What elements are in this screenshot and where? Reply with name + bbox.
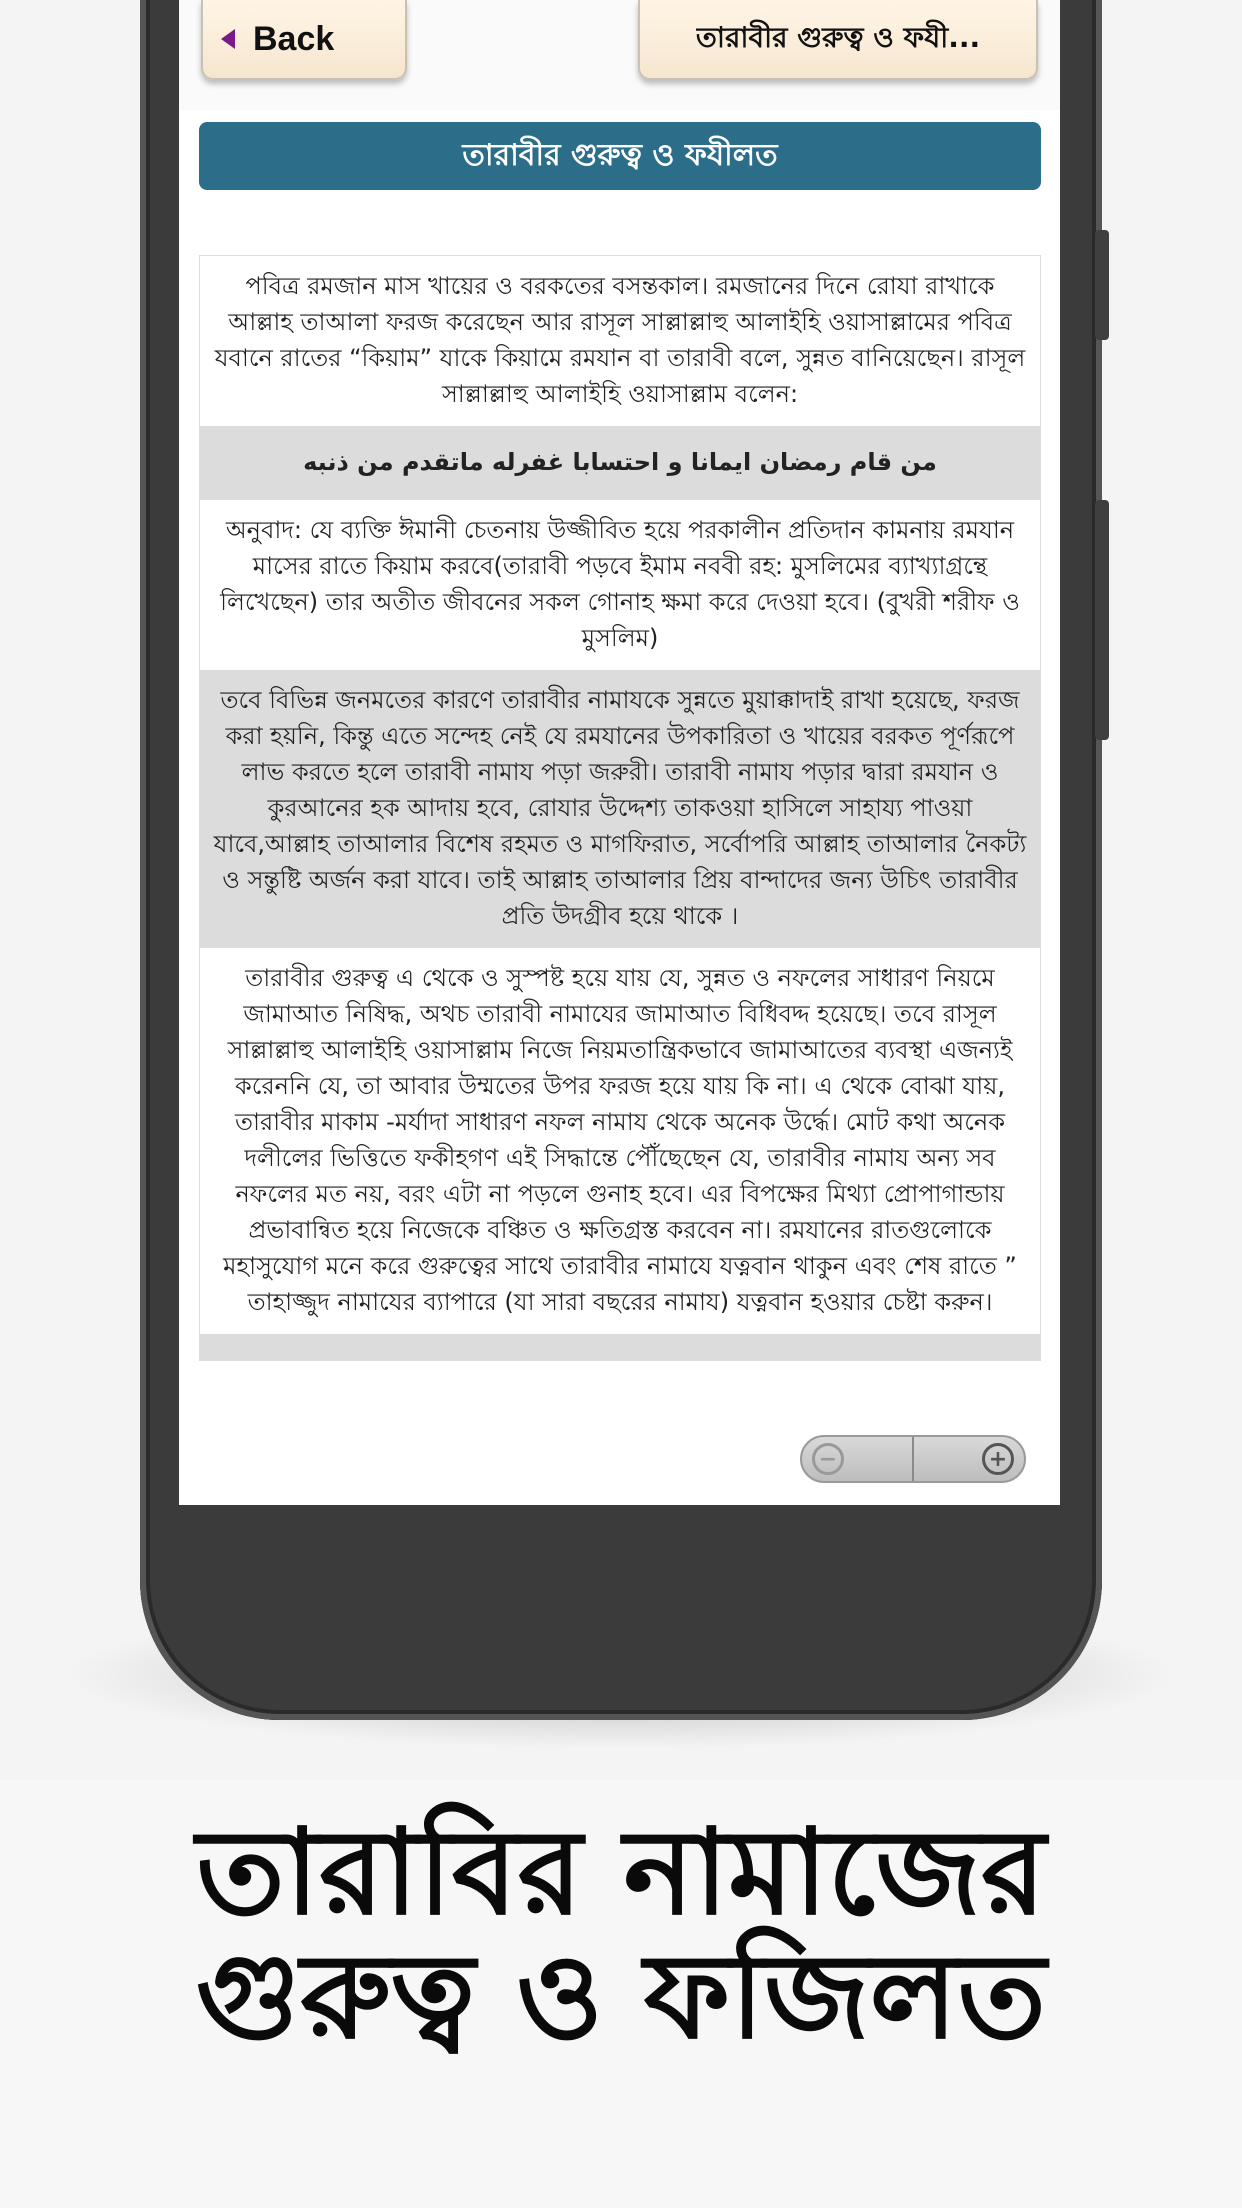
zoom-in-icon: +	[982, 1443, 1014, 1475]
arabic-hadith: من قام رمضان ايمانا و احتسابا غفرله ماتقدم من ذنبه	[200, 426, 1040, 500]
article-paragraph: তারাবীর গুরুত্ব এ থেকে ও সুস্পষ্ট হয়ে যায় যে, সুন্নত ও নফলের সাধারণ নিয়মে জামাআত নিষিদ্ধ, অথচ তারাবী নামাযের জামাআত বিধিবদ্দ হয়েছে। তবে রাসূল সাল্লাল্লাহু আলাইহি ওয়াসাল্লাম নিজে নিয়মতান্ত্রিকভাবে জামাআতের ব্যবস্থা এজন্যই করেননি যে, তা আবার উম্মতের উপর ফরজ হয়ে যায় কি না। এ থেকে বোঝা যায়, তারাবীর মাকাম -মর্যাদা সাধারণ নফল নামায থেকে অনেক উর্দ্ধে। মোট কথা অনেক দলীলের ভিত্তিতে ফকীহগণ এই সিদ্ধান্তে পৌঁছেছেন যে, তারাবীর নামায অন্য সব নফলের মত নয়, বরং এটা না পড়লে গুনাহ হবে। এর বিপক্ষের মিথ্যা প্রোপাগান্ডায় প্রভাবান্বিত হয়ে নিজেকে বঞ্চিত ও ক্ষতিগ্রস্ত করবেন না। রমযানের রাতগুলোকে মহাসুযোগ মনে করে গুরুত্বের সাথে তারাবীর নামাযে যত্নবান থাকুন এবং শেষ রাতে ” তাহাজ্জুদ নামাযের ব্যাপারে (যা সারা বছরের নামায) যত্নবান হওয়ার চেষ্টা করুন।	[223, 964, 1017, 1316]
zoom-control	[800, 1435, 1026, 1483]
article-content	[199, 255, 1041, 1361]
back-button-label: Back	[253, 19, 335, 58]
page-title: তারাবীর গুরুত্ব ও ফযীলত	[199, 122, 1041, 190]
header	[179, 0, 1060, 110]
topic-title-button-label: তারাবীর গুরুত্ব ও ফযী...	[695, 20, 981, 54]
back-button[interactable]	[201, 0, 407, 80]
topic-title-button[interactable]	[638, 0, 1038, 80]
back-arrow-icon	[221, 29, 235, 49]
zoom-out-button[interactable]	[802, 1437, 914, 1481]
promo-caption	[0, 1803, 1242, 2065]
content-footer-strip	[200, 1334, 1040, 1360]
caption-line-2: গুরুত্ব ও ফজিলত	[195, 1927, 1047, 2065]
side-button-bottom	[1095, 500, 1109, 740]
zoom-out-icon: −	[812, 1443, 844, 1475]
caption-line-1: তারাবির নামাজের	[196, 1803, 1046, 1941]
article-paragraph: পবিত্র রমজান মাস খায়ের ও বরকতের বসন্তকাল। রমজানের দিনে রোযা রাখাকে আল্লাহ তাআলা ফরজ করেছেন আর রাসূল সাল্লাল্লাহু আলাইহি ওয়াসাল্লামের পবিত্র যবানে রাতের “কিয়াম” যাকে কিয়ামে রমযান বা তারাবী বলে, সুন্নত বানিয়েছেন। রাসূল সাল্লাল্লাহু আলাইহি ওয়াসাল্লাম বলেন:	[214, 272, 1026, 408]
article-paragraph: তবে বিভিন্ন জনমতের কারণে তারাবীর নামাযকে সুন্নতে মুয়াক্কাদাই রাখা হয়েছে, ফরজ করা হয়নি, কিন্তু এতে সন্দেহ নেই যে রমযানের উপকারিতা ও খায়ের বরকত পূর্ণরূপে লাভ করতে হলে তারাবী নামায পড়া জরুরী। তারাবী নামায পড়ার দ্বারা রমযান ও কুরআনের হক আদায় হবে, রোযার উদ্দেশ্য তাকওয়া হাসিলে সাহায্য পাওয়া যাবে,আল্লাহ তাআলার বিশেষ রহমত ও মাগফিরাত, সর্বোপরি আল্লাহ তাআলার নৈকট্য ও সন্তুষ্টি অর্জন করা যাবে। তাই আল্লাহ তাআলার প্রিয় বান্দাদের জন্য উচিৎ তারাবীর প্রতি উদগ্রীব হয়ে থাকে ।	[200, 670, 1040, 948]
article-paragraph: অনুবাদ: যে ব্যক্তি ঈমানী চেতনায় উজ্জীবিত হয়ে পরকালীন প্রতিদান কামনায় রমযান মাসের রাতে কিয়াম করবে(তারাবী পড়বে ইমাম নববী রহ: মুসলিমের ব্যাখ্যাগ্রন্থে লিখেছেন) তার অতীত জীবনের সকল গোনাহ ক্ষমা করে দেওয়া হবে। (বুখরী শরীফ ও মুসলিম)	[220, 516, 1020, 652]
app-screen	[179, 0, 1060, 1505]
zoom-in-button[interactable]	[914, 1437, 1024, 1481]
side-button-top	[1095, 230, 1109, 340]
